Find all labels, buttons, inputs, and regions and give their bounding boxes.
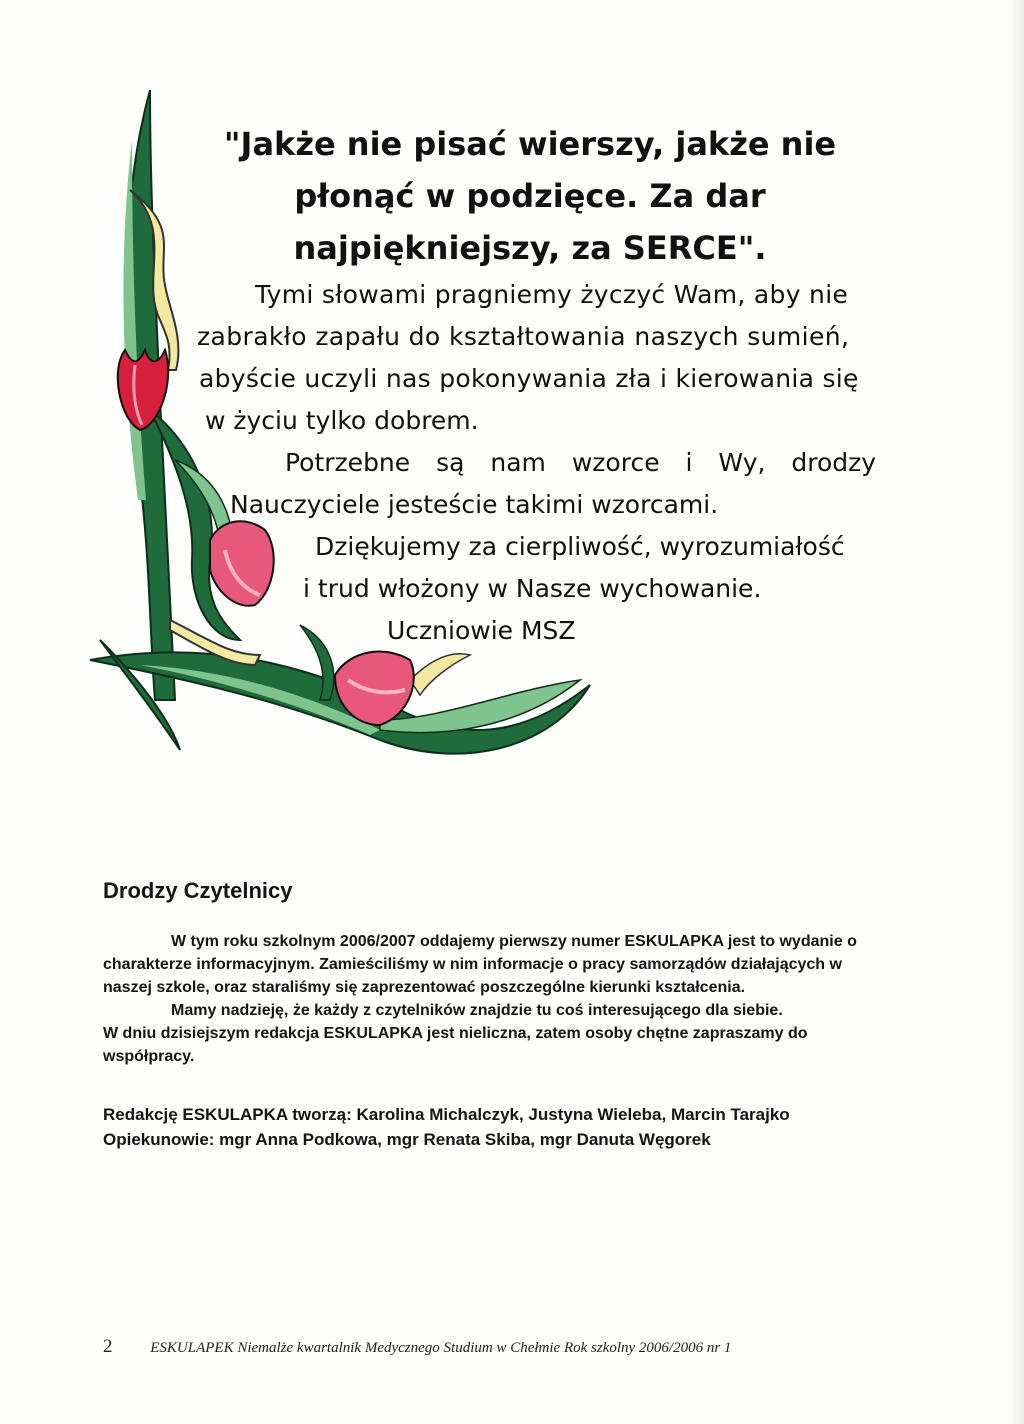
dedication-poem — [195, 118, 885, 652]
poem-line: Dziękujemy za cierpliwość, wyrozumiałość — [315, 532, 845, 561]
quote-line: najpiękniejszy, za SERCE". — [293, 229, 767, 267]
credits-editors: Redakcję ESKULAPKA tworzą: Karolina Michalczyk, Justyna Wieleba, Marcin Tarajko — [103, 1105, 790, 1124]
article-heading: Drodzy Czytelnicy — [103, 878, 293, 903]
poem-line: i trud włożony w Nasze wychowanie. — [303, 574, 762, 603]
editorial-credits — [103, 1102, 893, 1152]
page-footer — [103, 1336, 731, 1358]
poem-line: Potrzebne są nam wzorce i Wy, drodzy — [285, 448, 877, 477]
poem-signature: Uczniowie MSZ — [387, 616, 576, 645]
credits-guardians: Opiekunowie: mgr Anna Podkowa, mgr Renata Skiba, mgr Danuta Węgorek — [103, 1130, 711, 1149]
poem-line: Tymi słowami pragniemy życzyć Wam, aby nie — [255, 280, 849, 309]
poem-quote — [210, 118, 850, 274]
quote-line: "Jakże nie pisać wierszy, jakże nie — [223, 125, 837, 163]
article-paragraph: W tym roku szkolnym 2006/2007 oddajemy pierwszy numer ESKULAPKA jest to wydanie o charakterze informacyjnym. Zamieściliśmy w nim informacje o pracy samorządów działających w naszej szkole, oraz staraliśmy się zaprezentować poszczególne kierunki kształcenia. — [103, 933, 857, 996]
footer-text: ESKULAPEK Niemalże kwartalnik Medycznego Studium w Chełmie Rok szkolny 2006/2006 nr 1 — [150, 1340, 732, 1356]
article-paragraph: W dniu dzisiejszym redakcja ESKULAPKA jest nieliczna, zatem osoby chętne zapraszamy do współpracy. — [103, 1025, 808, 1065]
quote-line: płonąć w podzięce. Za dar — [294, 177, 766, 215]
poem-line: w życiu tylko dobrem. — [205, 406, 479, 435]
scan-edge — [1010, 0, 1024, 1424]
poem-line: abyście uczyli nas pokonywania zła i kierowania się — [199, 364, 859, 393]
editorial-article — [103, 878, 893, 1152]
article-paragraph: Mamy nadzieję, że każdy z czytelników znajdzie tu coś interesującego dla siebie. — [171, 1002, 783, 1019]
ribbon-yellow-right — [410, 654, 470, 695]
poem-line: zabrakło zapału do kształtowania naszych sumień, — [197, 322, 850, 351]
poem-line: Nauczyciele jesteście takimi wzorcami. — [230, 490, 719, 519]
page-number: 2 — [103, 1336, 113, 1357]
